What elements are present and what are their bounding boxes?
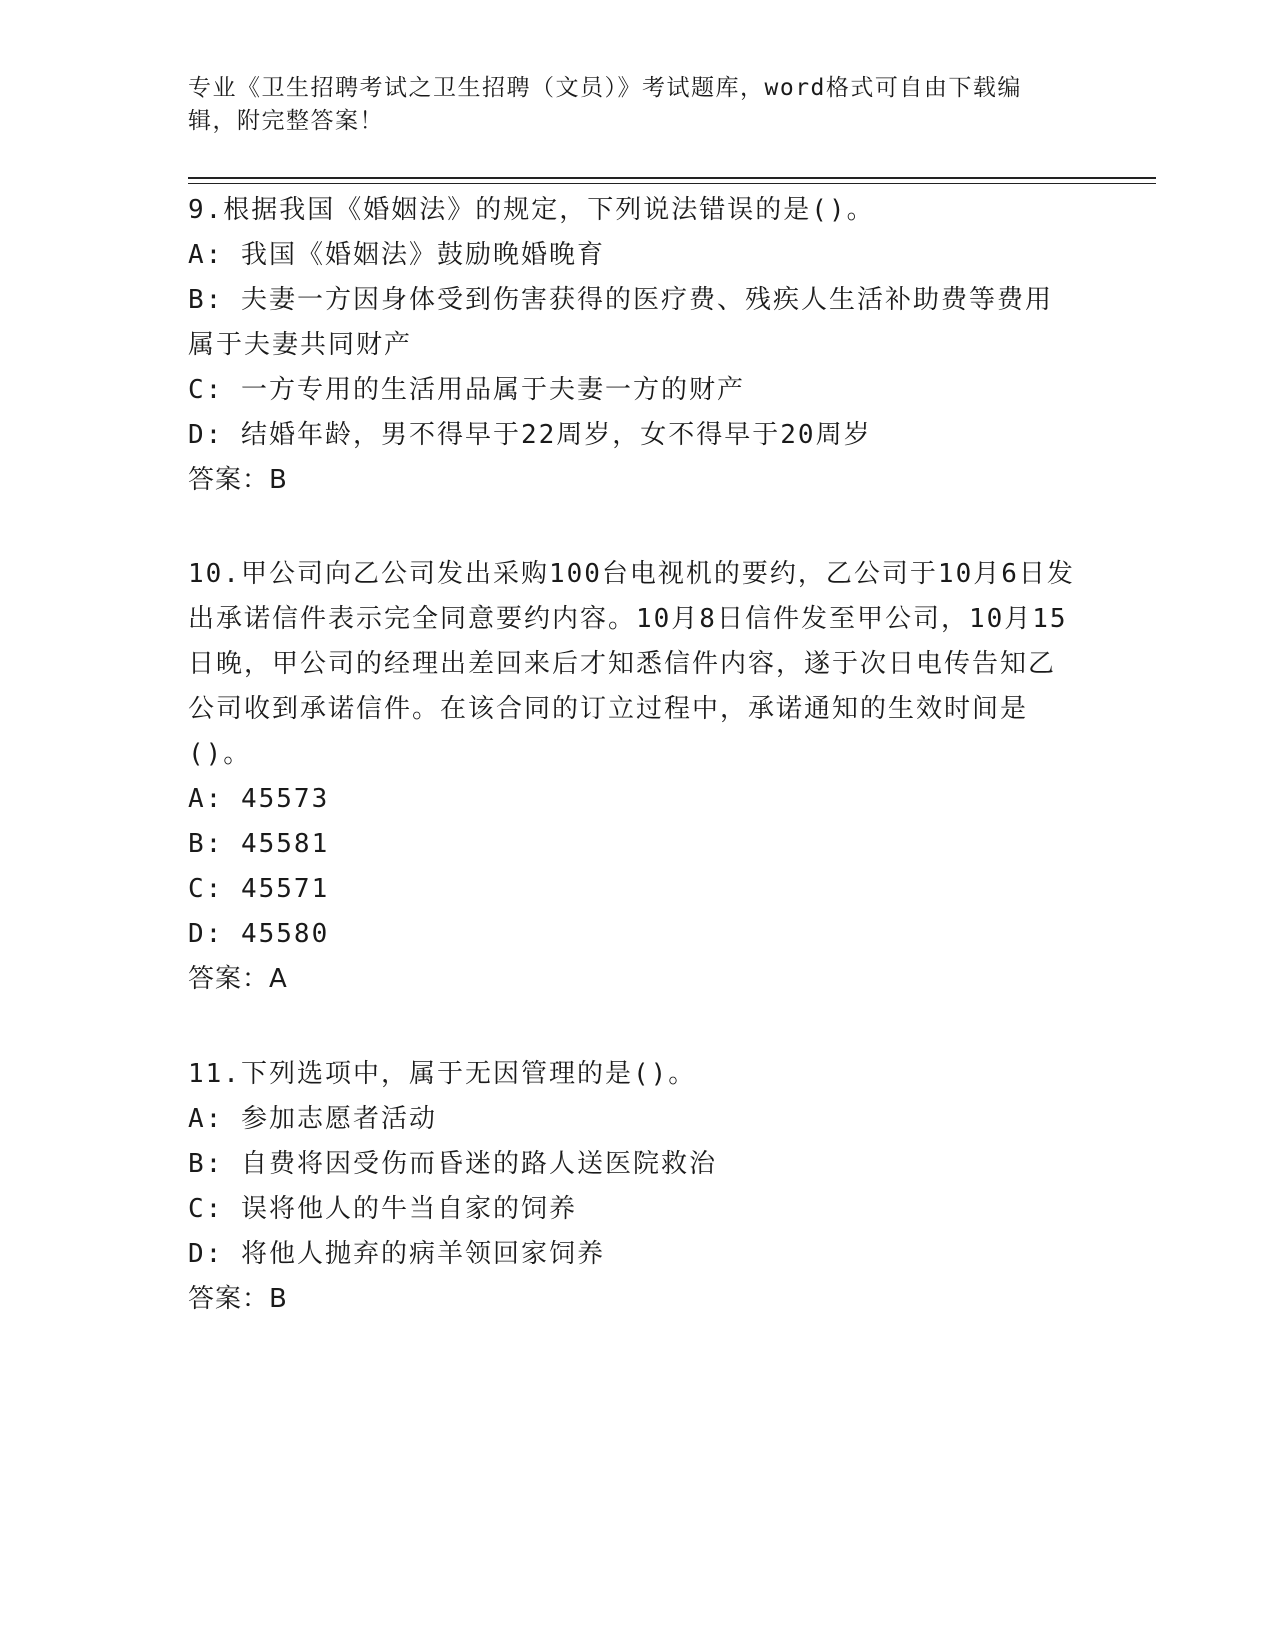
option-b: B: 45581 [188, 829, 330, 859]
option-b: B: 自费将因受伤而昏迷的路人送医院救治 [188, 1149, 717, 1179]
answer: 答案：B [188, 465, 288, 495]
question-stem: 11.下列选项中，属于无因管理的是()。 [188, 1059, 697, 1089]
question-stem: 9.根据我国《婚姻法》的规定，下列说法错误的是()。 [188, 195, 875, 225]
option-c: C: 45571 [188, 874, 330, 904]
question-9 [188, 188, 1078, 503]
option-a: A: 45573 [188, 784, 330, 814]
option-d: D: 将他人抛弃的病羊领回家饲养 [188, 1239, 605, 1269]
question-10 [188, 552, 1078, 1002]
header-divider-thick [188, 177, 1156, 179]
option-c: C: 一方专用的生活用品属于夫妻一方的财产 [188, 375, 745, 405]
option-a: A: 参加志愿者活动 [188, 1104, 437, 1134]
option-c: C: 误将他人的牛当自家的饲养 [188, 1194, 577, 1224]
option-a: A: 我国《婚姻法》鼓励晚婚晚育 [188, 240, 605, 270]
question-11 [188, 1052, 1078, 1322]
answer: 答案：A [188, 964, 288, 994]
header-divider-thin [188, 183, 1156, 184]
document-header: 专业《卫生招聘考试之卫生招聘（文员）》考试题库，word格式可自由下载编辑，附完整答案！ [188, 75, 1022, 134]
option-d: D: 45580 [188, 919, 330, 949]
option-d: D: 结婚年龄，男不得早于22周岁，女不得早于20周岁 [188, 420, 872, 450]
option-b: B: 夫妻一方因身体受到伤害获得的医疗费、残疾人生活补助费等费用属于夫妻共同财产 [188, 285, 1053, 360]
question-stem: 10.甲公司向乙公司发出采购100台电视机的要约，乙公司于10月6日发出承诺信件表示完全同意要约内容。10月8日信件发至甲公司，10月15日晚，甲公司的经理出差回来后才知悉信件内容，遂于次日电传告知乙公司收到承诺信件。在该合同的订立过程中，承诺通知的生效时间是()。 [188, 559, 1075, 769]
answer: 答案：B [188, 1284, 288, 1314]
